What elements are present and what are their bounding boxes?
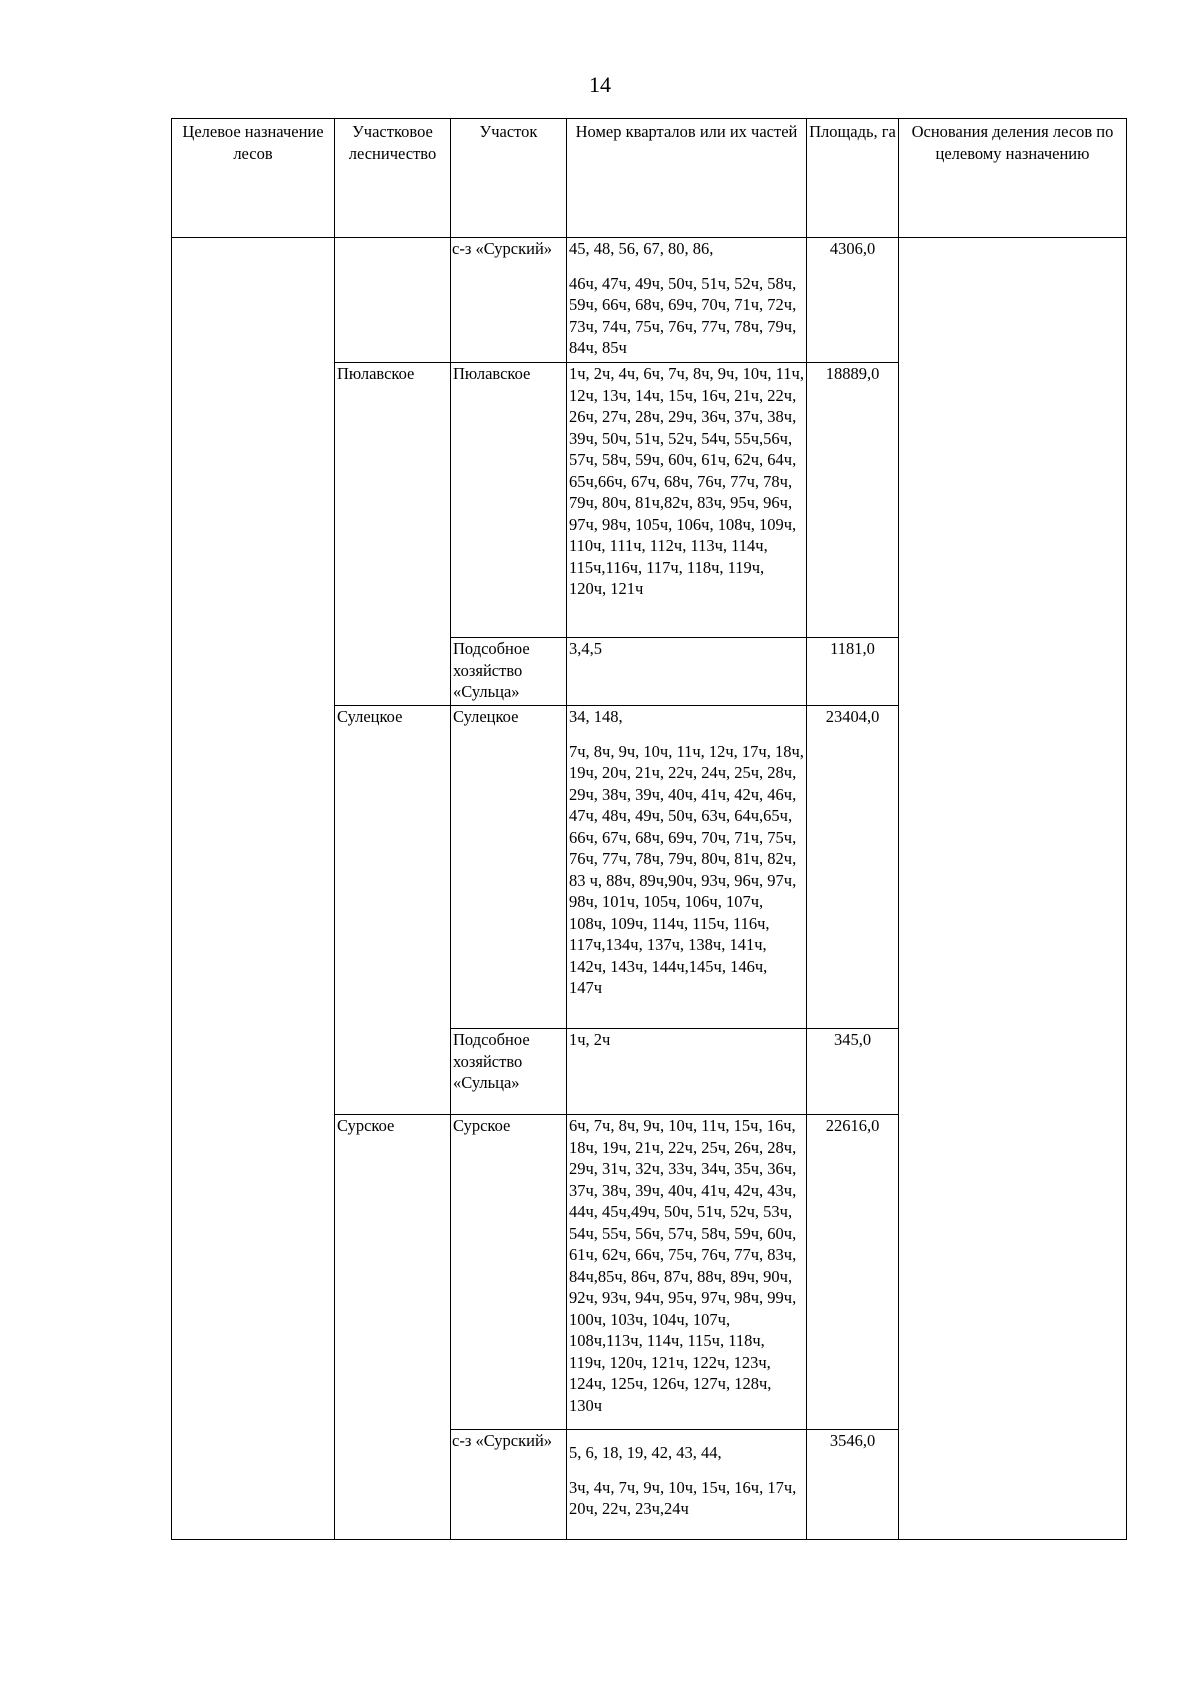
- district-cell: Сулецкое: [335, 706, 451, 1115]
- plot-cell: с-з «Сурский»: [451, 1430, 567, 1540]
- quarters-whole: 34, 148,: [569, 707, 623, 726]
- district-cell-empty: [335, 238, 451, 363]
- quarters-cell: 1ч, 2ч: [567, 1029, 807, 1115]
- area-cell: 345,0: [807, 1029, 899, 1115]
- forest-division-table: [171, 118, 1127, 1540]
- quarters-cell: 1ч, 2ч, 4ч, 6ч, 7ч, 8ч, 9ч, 10ч, 11ч, 12ч, 13ч, 14ч, 15ч, 16ч, 21ч, 22ч, 26ч, 27ч, 28ч, 29ч, 36ч, 37ч, 38ч, 39ч, 50ч, 51ч, 52ч, 54ч, 55ч,56ч, 57ч, 58ч, 59ч, 60ч, 61ч, 62ч, 64ч, 65ч,66ч, 67ч, 68ч, 76ч, 77ч, 78ч, 79ч, 80ч, 81ч,82ч, 83ч, 95ч, 96ч, 97ч, 98ч, 105ч, 106ч, 108ч, 109ч, 110ч, 111ч, 112ч, 113ч, 114ч, 115ч,116ч, 117ч, 118ч, 119ч, 120ч, 121ч: [567, 363, 807, 638]
- quarters-cell: 3,4,5: [567, 638, 807, 706]
- plot-cell: с-з «Сурский»: [451, 238, 567, 363]
- quarters-parts: 7ч, 8ч, 9ч, 10ч, 11ч, 12ч, 17ч, 18ч, 19ч, 20ч, 21ч, 22ч, 24ч, 25ч, 28ч, 29ч, 38ч, 39ч, 40ч, 41ч, 42ч, 46ч, 47ч, 48ч, 49ч, 50ч, 63ч, 64ч,65ч, 66ч, 67ч, 68ч, 69ч, 70ч, 71ч, 75ч, 76ч, 77ч, 78ч, 79ч, 80ч, 81ч, 82ч, 83 ч, 88ч, 89ч,90ч, 93ч, 96ч, 97ч, 98ч, 101ч, 105ч, 106ч, 107ч, 108ч, 109ч, 114ч, 115ч, 116ч, 117ч,134ч, 137ч, 138ч, 141ч, 142ч, 143ч, 144ч,145ч, 146ч, 147ч: [569, 741, 804, 997]
- area-cell: 1181,0: [807, 638, 899, 706]
- header-quarters: Номер кварталов или их частей: [567, 119, 807, 238]
- quarters-cell: [567, 238, 807, 363]
- plot-cell: Подсобное хозяйство «Сульца»: [451, 638, 567, 706]
- plot-cell: Сурское: [451, 1115, 567, 1430]
- area-cell: 4306,0: [807, 238, 899, 363]
- header-area: Площадь, га: [807, 119, 899, 238]
- header-plot: Участок: [451, 119, 567, 238]
- district-cell: Пюлавское: [335, 363, 451, 706]
- area-cell: 23404,0: [807, 706, 899, 1029]
- quarters-cell: 6ч, 7ч, 8ч, 9ч, 10ч, 11ч, 15ч, 16ч, 18ч, 19ч, 21ч, 22ч, 25ч, 26ч, 28ч, 29ч, 31ч, 32ч, 33ч, 34ч, 35ч, 36ч, 37ч, 38ч, 39ч, 40ч, 41ч, 42ч, 43ч, 44ч, 45ч,49ч, 50ч, 51ч, 52ч, 53ч, 54ч, 55ч, 56ч, 57ч, 58ч, 59ч, 60ч, 61ч, 62ч, 66ч, 75ч, 76ч, 77ч, 83ч, 84ч,85ч, 86ч, 87ч, 88ч, 89ч, 90ч, 92ч, 93ч, 94ч, 95ч, 97ч, 98ч, 99ч, 100ч, 103ч, 104ч, 107ч, 108ч,113ч, 114ч, 115ч, 118ч, 119ч, 120ч, 121ч, 122ч, 123ч, 124ч, 125ч, 126ч, 127ч, 128ч, 130ч: [567, 1115, 807, 1430]
- quarters-parts: 46ч, 47ч, 49ч, 50ч, 51ч, 52ч, 58ч, 59ч, 66ч, 68ч, 69ч, 70ч, 71ч, 72ч, 73ч, 74ч, 75ч, 76ч, 77ч, 78ч, 79ч, 84ч, 85ч: [569, 273, 797, 357]
- quarters-parts: 3ч, 4ч, 7ч, 9ч, 10ч, 15ч, 16ч, 17ч, 20ч, 22ч, 23ч,24ч: [569, 1477, 797, 1518]
- district-cell: Сурское: [335, 1115, 451, 1540]
- purpose-cell: [172, 238, 335, 1540]
- header-purpose: Целевое назначение лесов: [172, 119, 335, 238]
- area-cell: 18889,0: [807, 363, 899, 638]
- plot-cell: Сулецкое: [451, 706, 567, 1029]
- plot-cell: Пюлавское: [451, 363, 567, 638]
- quarters-whole: 5, 6, 18, 19, 42, 43, 44,: [569, 1443, 722, 1462]
- area-cell: 22616,0: [807, 1115, 899, 1430]
- header-district: Участковое лесничество: [335, 119, 451, 238]
- page-number: 14: [589, 72, 611, 97]
- quarters-cell: [567, 1430, 807, 1540]
- table-row: [172, 238, 1127, 363]
- header-basis: Основания деления лесов по целевому назначению: [899, 119, 1127, 238]
- quarters-cell: [567, 706, 807, 1029]
- quarters-whole: 45, 48, 56, 67, 80, 86,: [569, 239, 714, 258]
- area-cell: 3546,0: [807, 1430, 899, 1540]
- plot-cell: Подсобное хозяйство «Сульца»: [451, 1029, 567, 1115]
- basis-cell: [899, 238, 1127, 1540]
- table-header-row: [172, 119, 1127, 238]
